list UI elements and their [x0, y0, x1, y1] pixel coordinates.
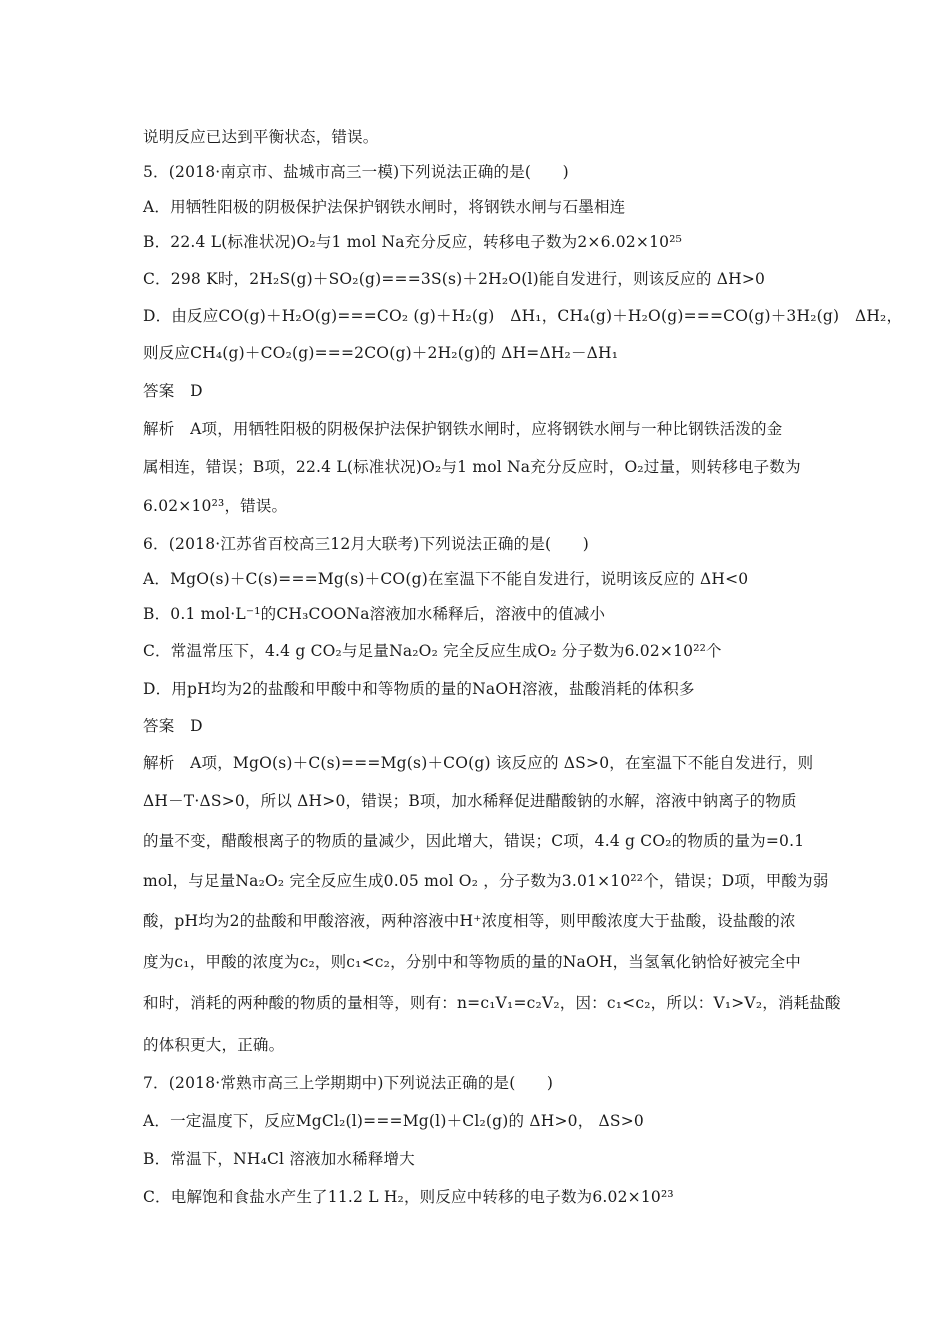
question-7-stem: 7．(2018·常熟市高三上学期期中)下列说法正确的是( ) [143, 1074, 554, 1092]
question-6-stem: 6．(2018·江苏省百校高三12月大联考)下列说法正确的是( ) [143, 535, 589, 553]
question-5-option-b: B．22.4 L(标准状况)O₂与1 mol Na充分反应，转移电子数为2×6.02×10²⁵ [143, 233, 683, 251]
question-5-option-a: A．用牺牲阳极的阴极保护法保护钢铁水闸时，将钢铁水闸与石墨相连 [143, 198, 626, 216]
analysis-6-line: 酸，pH均为2的盐酸和甲酸溶液，两种溶液中H⁺浓度相等，则甲酸浓度大于盐酸，设盐酸的浓 [143, 912, 796, 930]
analysis-6-line: 的体积更大，正确。 [143, 1036, 285, 1054]
analysis-6-line: 和时，消耗的两种酸的物质的量相等，则有：n=c₁V₁=c₂V₂，因：c₁<c₂，所以：V₁>V₂，消耗盐酸 [143, 994, 841, 1012]
question-5-option-d-cont: 则反应CH₄(g)＋CO₂(g)===2CO(g)＋2H₂(g)的 ΔH=ΔH₂－ΔH₁ [143, 344, 619, 362]
analysis-6-line: 度为c₁，甲酸的浓度为c₂，则c₁<c₂，分别中和等物质的量的NaOH，当氢氧化钠恰好被完全中 [143, 953, 801, 971]
text-line: 说明反应已达到平衡状态，错误。 [143, 128, 379, 146]
analysis-6-line: ΔH－T·ΔS>0，所以 ΔH>0，错误；B项，加水稀释促进醋酸钠的水解，溶液中钠离子的物质 [143, 792, 797, 810]
analysis-6-line: 的量不变，醋酸根离子的物质的量减少，因此增大，错误；C项，4.4 g CO₂的物质的量为=0.1 [143, 832, 805, 850]
question-7-option-c: C．电解饱和食盐水产生了11.2 L H₂，则反应中转移的电子数为6.02×10²³ [143, 1188, 674, 1206]
question-6-option-a: A．MgO(s)＋C(s)===Mg(s)＋CO(g)在室温下不能自发进行，说明该反应的 ΔH<0 [143, 570, 749, 588]
question-5-stem: 5．(2018·南京市、盐城市高三一模)下列说法正确的是( ) [143, 163, 569, 181]
analysis-5-line: 属相连，错误；B项，22.4 L(标准状况)O₂与1 mol Na充分反应时，O₂过量，则转移电子数为 [143, 458, 801, 476]
question-7-option-b: B．常温下，NH₄Cl 溶液加水稀释增大 [143, 1150, 415, 1168]
analysis-6-line: mol，与足量Na₂O₂ 完全反应生成0.05 mol O₂ ，分子数为3.01×10²²个，错误；D项，甲酸为弱 [143, 872, 829, 890]
question-7-option-a: A．一定温度下，反应MgCl₂(l)===Mg(l)＋Cl₂(g)的 ΔH>0， ΔS>0 [143, 1112, 644, 1130]
question-5-option-c: C．298 K时，2H₂S(g)＋SO₂(g)===3S(s)＋2H₂O(l)能自发进行，则该反应的 ΔH>0 [143, 270, 766, 288]
answer-6: 答案 D [143, 717, 203, 735]
analysis-6-line: 解析 A项，MgO(s)＋C(s)===Mg(s)＋CO(g) 该反应的 ΔS>0，在室温下不能自发进行，则 [143, 754, 814, 772]
analysis-5-line: 6.02×10²³，错误。 [143, 497, 288, 515]
question-6-option-c: C．常温常压下，4.4 g CO₂与足量Na₂O₂ 完全反应生成O₂ 分子数为6.02×10²²个 [143, 642, 722, 660]
question-6-option-b: B．0.1 mol·L⁻¹的CH₃COONa溶液加水稀释后，溶液中的值减小 [143, 605, 606, 623]
question-6-option-d: D．用pH均为2的盐酸和甲酸中和等物质的量的NaOH溶液，盐酸消耗的体积多 [143, 680, 695, 698]
analysis-5-line: 解析 A项，用牺牲阳极的阴极保护法保护钢铁水闸时，应将钢铁水闸与一种比钢铁活泼的金 [143, 420, 783, 438]
answer-5: 答案 D [143, 382, 203, 400]
question-5-option-d: D．由反应CO(g)＋H₂O(g)===CO₂ (g)＋H₂(g) ΔH₁，CH₄(g)＋H₂O(g)===CO(g)＋3H₂(g) ΔH₂， [143, 307, 903, 325]
